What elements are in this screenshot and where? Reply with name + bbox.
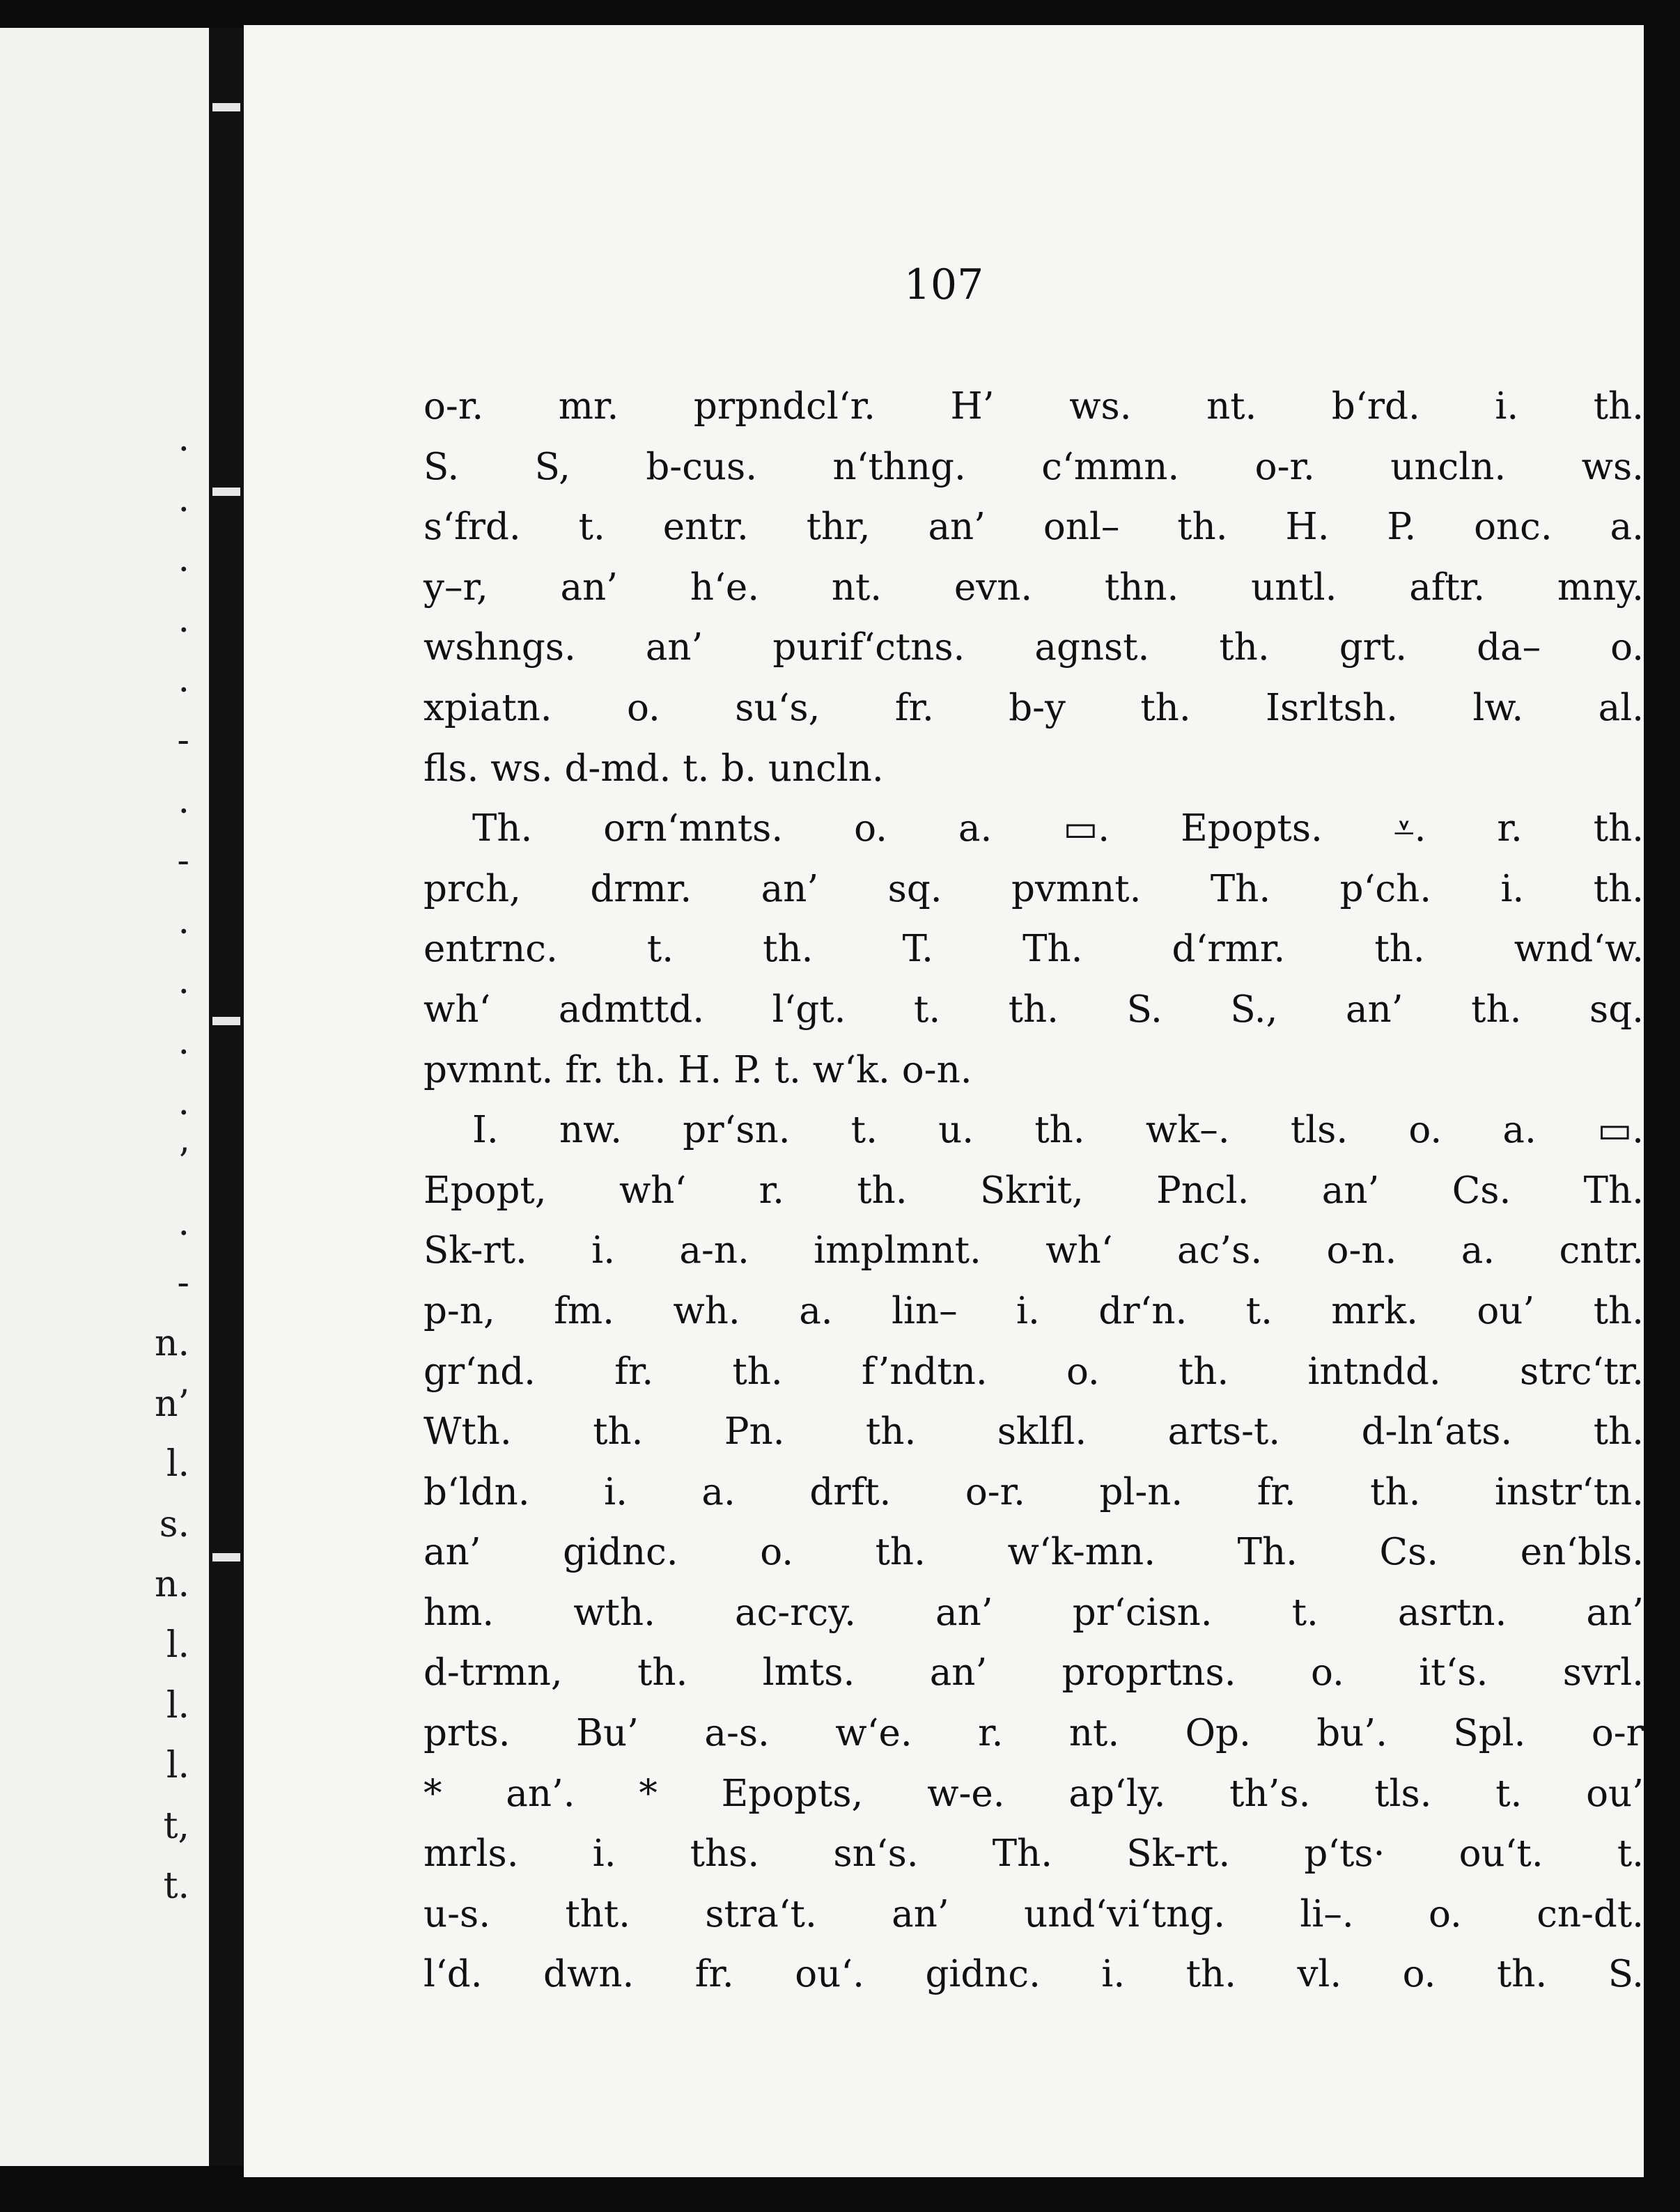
left-page-edge-char: t. <box>163 1865 189 1908</box>
text-line: gr‘nd. fr. th. f’ndtn. o. th. intndd. strc‘tr. <box>423 1350 1644 1393</box>
left-page-edge-char: . <box>178 538 189 581</box>
text-line: * an’. * Epopts, w-e. ap‘ly. th’s. tls. t. ou’ <box>423 1772 1644 1815</box>
left-page-edge-char: n’ <box>154 1382 189 1425</box>
left-page-edge-char: . <box>178 1201 189 1244</box>
right-page <box>244 25 1644 2177</box>
text-line: p-n, fm. wh. a. lin– i. dr‘n. t. mrk. ou’ th. <box>423 1289 1644 1332</box>
text-line: s‘frd. t. entr. thr, an’ onl– th. H. P. onc. a. <box>423 506 1644 549</box>
text-line: I. nw. pr‘sn. t. u. th. wk–. tls. o. a. ▭. <box>472 1109 1644 1152</box>
left-page-edge-char: l. <box>166 1684 189 1727</box>
left-page-edge-char: . <box>178 779 189 822</box>
text-line: d-trmn, th. lmts. an’ proprtns. o. it‘s. svrl. <box>423 1651 1644 1695</box>
left-page-edge-char: t, <box>163 1805 189 1847</box>
binding-stitch <box>212 488 240 496</box>
page-number: 107 <box>903 260 984 309</box>
text-line: prch, drmr. an’ sq. pvmnt. Th. p‘ch. i. th. <box>423 867 1644 910</box>
left-page-edge-char: n. <box>154 1323 189 1364</box>
left-page-edge-char: l. <box>166 1624 189 1666</box>
left-page-edge-char: . <box>178 659 189 701</box>
text-line: an’ gidnc. o. th. w‘k-mn. Th. Cs. en‘bls. <box>423 1531 1644 1574</box>
left-page-edge-char: . <box>178 900 189 942</box>
left-page-edge-char: . <box>178 1081 189 1123</box>
text-line: b‘ldn. i. a. drft. o-r. pl-n. fr. th. instr‘tn. <box>423 1470 1644 1513</box>
left-page-edge-char: ’ <box>178 1142 189 1184</box>
text-line: S. S, b-cus. n‘thng. c‘mmn. o-r. uncln. ws. <box>423 445 1644 488</box>
text-line: Epopt, wh‘ r. th. Skrit, Pncl. an’ Cs. Th. <box>423 1169 1644 1212</box>
text-line: o-r. mr. prpndcl‘r. H’ ws. nt. b‘rd. i. th. <box>423 385 1644 428</box>
left-page-edge-char: s. <box>159 1503 189 1545</box>
text-line: hm. wth. ac-rcy. an’ pr‘cisn. t. asrtn. an’ <box>423 1591 1644 1634</box>
text-line: xpiatn. o. su‘s, fr. b-y th. Isrltsh. lw. al. <box>423 686 1644 729</box>
text-line: y–r, an’ h‘e. nt. evn. thn. untl. aftr. mny. <box>423 566 1644 609</box>
text-line: mrls. i. ths. sn‘s. Th. Sk-rt. p‘ts· ou‘t. t. <box>423 1832 1644 1876</box>
left-page-edge-char: l. <box>166 1745 189 1787</box>
text-line: entrnc. t. th. T. Th. d‘rmr. th. wnd‘w. <box>423 928 1644 971</box>
binding-stitch <box>212 1017 240 1025</box>
text-line: wshngs. an’ purif‘ctns. agnst. th. grt. da– o. <box>423 626 1644 669</box>
binding-stitch <box>212 103 240 111</box>
left-page-edge-char: l. <box>166 1443 189 1486</box>
text-line: u-s. tht. stra‘t. an’ und‘vi‘tng. li–. o. cn-dt. <box>423 1892 1644 1936</box>
left-page-edge-char: . <box>178 418 189 460</box>
left-page-edge-char: - <box>177 840 189 882</box>
left-page-edge-char: n. <box>154 1564 189 1606</box>
left-page-fragment <box>0 28 209 2166</box>
text-line: Wth. th. Pn. th. sklfl. arts-t. d-ln‘ats. th. <box>423 1410 1644 1454</box>
text-line: l‘d. dwn. fr. ou‘. gidnc. i. th. vl. o. th. S. <box>423 1953 1644 1996</box>
left-page-edge-char: . <box>178 478 189 520</box>
text-line: Sk-rt. i. a-n. implmnt. wh‘ ac’s. o-n. a. cntr. <box>423 1229 1644 1272</box>
text-line: wh‘ admttd. l‘gt. t. th. S. S., an’ th. sq. <box>423 988 1644 1031</box>
left-page-edge-char: - <box>177 719 189 761</box>
book-gutter <box>209 28 244 2166</box>
text-line: Th. orn‘mnts. o. a. ▭. Epopts. ⩡. r. th. <box>472 807 1644 850</box>
left-page-edge-char: - <box>177 1262 189 1304</box>
body-text <box>423 377 1644 2005</box>
text-line: pvmnt. fr. th. H. P. t. w‘k. o-n. <box>423 1048 972 1091</box>
text-line: prts. Bu’ a-s. w‘e. r. nt. Op. bu’. Spl. o-r <box>423 1712 1644 1755</box>
text-line: fls. ws. d-md. t. b. uncln. <box>423 747 884 790</box>
left-page-edge-char: . <box>178 960 189 1003</box>
left-page-edge-char: . <box>178 598 189 641</box>
left-page-edge-char: . <box>178 1021 189 1063</box>
binding-stitch <box>212 1553 240 1561</box>
